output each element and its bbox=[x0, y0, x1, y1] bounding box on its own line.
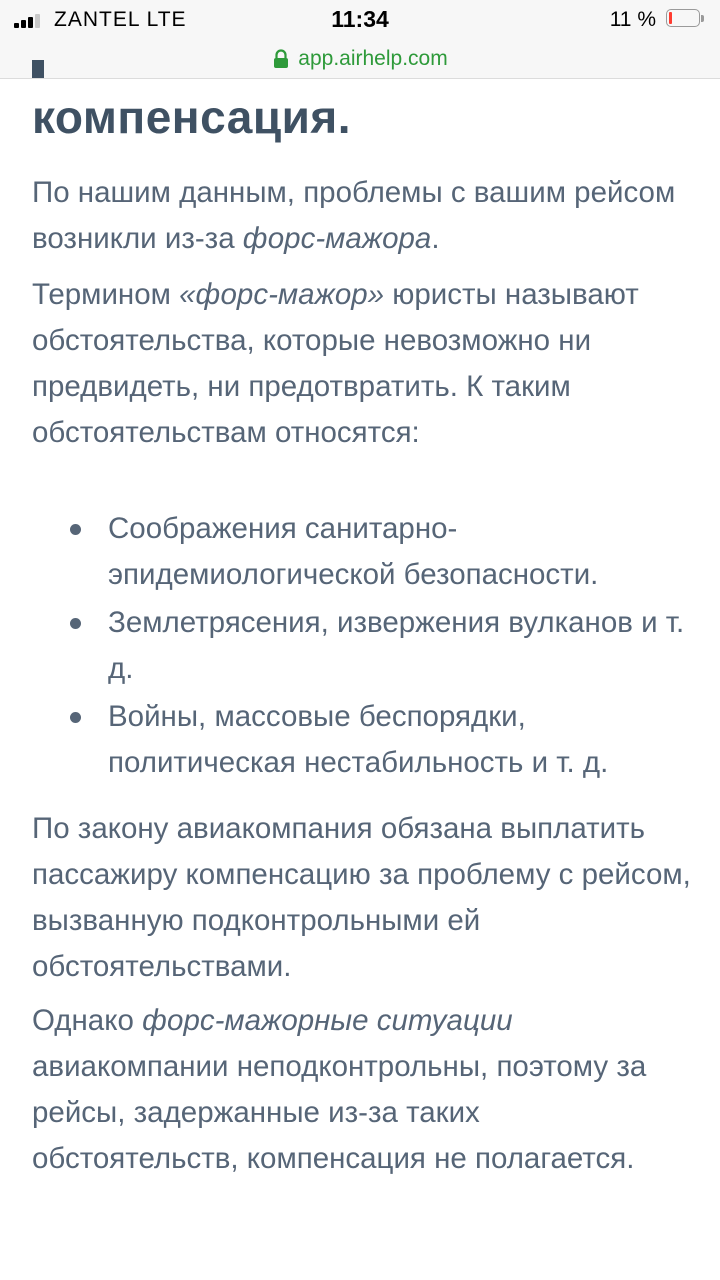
bullet-icon bbox=[70, 524, 81, 535]
definition-text: юристы называют обстоятельства, которые невозможно ни предвидеть, ни предотвратить. К таким обстоятельствам относятся: bbox=[32, 278, 639, 449]
exception-text: авиакомпании неподконтрольны, поэтому за рейсы, задержанные из-за таких обстоятельств, компенсация не полагается. bbox=[32, 1050, 647, 1175]
battery-icon bbox=[666, 9, 706, 29]
clipped-heading-fragment bbox=[32, 60, 44, 78]
bullet-icon bbox=[70, 712, 81, 723]
definition-emphasis: «форс-мажор» bbox=[179, 278, 385, 311]
intro-end: . bbox=[431, 222, 440, 255]
definition-start: Термином bbox=[32, 278, 180, 311]
address-bar[interactable] bbox=[0, 40, 720, 79]
list-item bbox=[32, 506, 692, 598]
carrier-label: ZANTEL LTE bbox=[54, 8, 187, 31]
paragraph-exception bbox=[32, 998, 692, 1182]
battery-percent: 11 % bbox=[609, 8, 656, 31]
list-item bbox=[32, 694, 692, 786]
list-item bbox=[32, 600, 692, 692]
clock: 11:34 bbox=[331, 6, 389, 32]
paragraph-definition bbox=[32, 272, 692, 456]
list-item-text: Землетрясения, извержения вулканов и т. д. bbox=[108, 606, 685, 685]
list-item-text: Соображения санитарно-эпидемиологической безопасности. bbox=[108, 512, 599, 591]
intro-emphasis: форс-мажора bbox=[242, 222, 432, 255]
exception-start: Однако bbox=[32, 1004, 143, 1037]
paragraph-law: По закону авиакомпания обязана выплатить пассажиру компенсацию за проблему с рейсом, вызванную подконтрольными ей обстоятельствами. bbox=[32, 812, 691, 983]
url-text[interactable]: app.airhelp.com bbox=[298, 47, 448, 70]
intro-text: По нашим данным, проблемы с вашим рейсом возникли из-за bbox=[32, 176, 676, 255]
list-item-text: Войны, массовые беспорядки, политическая нестабильность и т. д. bbox=[108, 700, 609, 779]
paragraph-intro bbox=[32, 170, 692, 262]
bullet-icon bbox=[70, 618, 81, 629]
battery-level-fill bbox=[669, 12, 672, 24]
status-bar bbox=[0, 0, 720, 40]
force-majeure-list bbox=[32, 506, 692, 788]
lock-icon bbox=[272, 49, 290, 69]
exception-emphasis: форс-мажорные ситуации bbox=[142, 1004, 513, 1037]
page-title: компенсация. bbox=[32, 91, 351, 143]
